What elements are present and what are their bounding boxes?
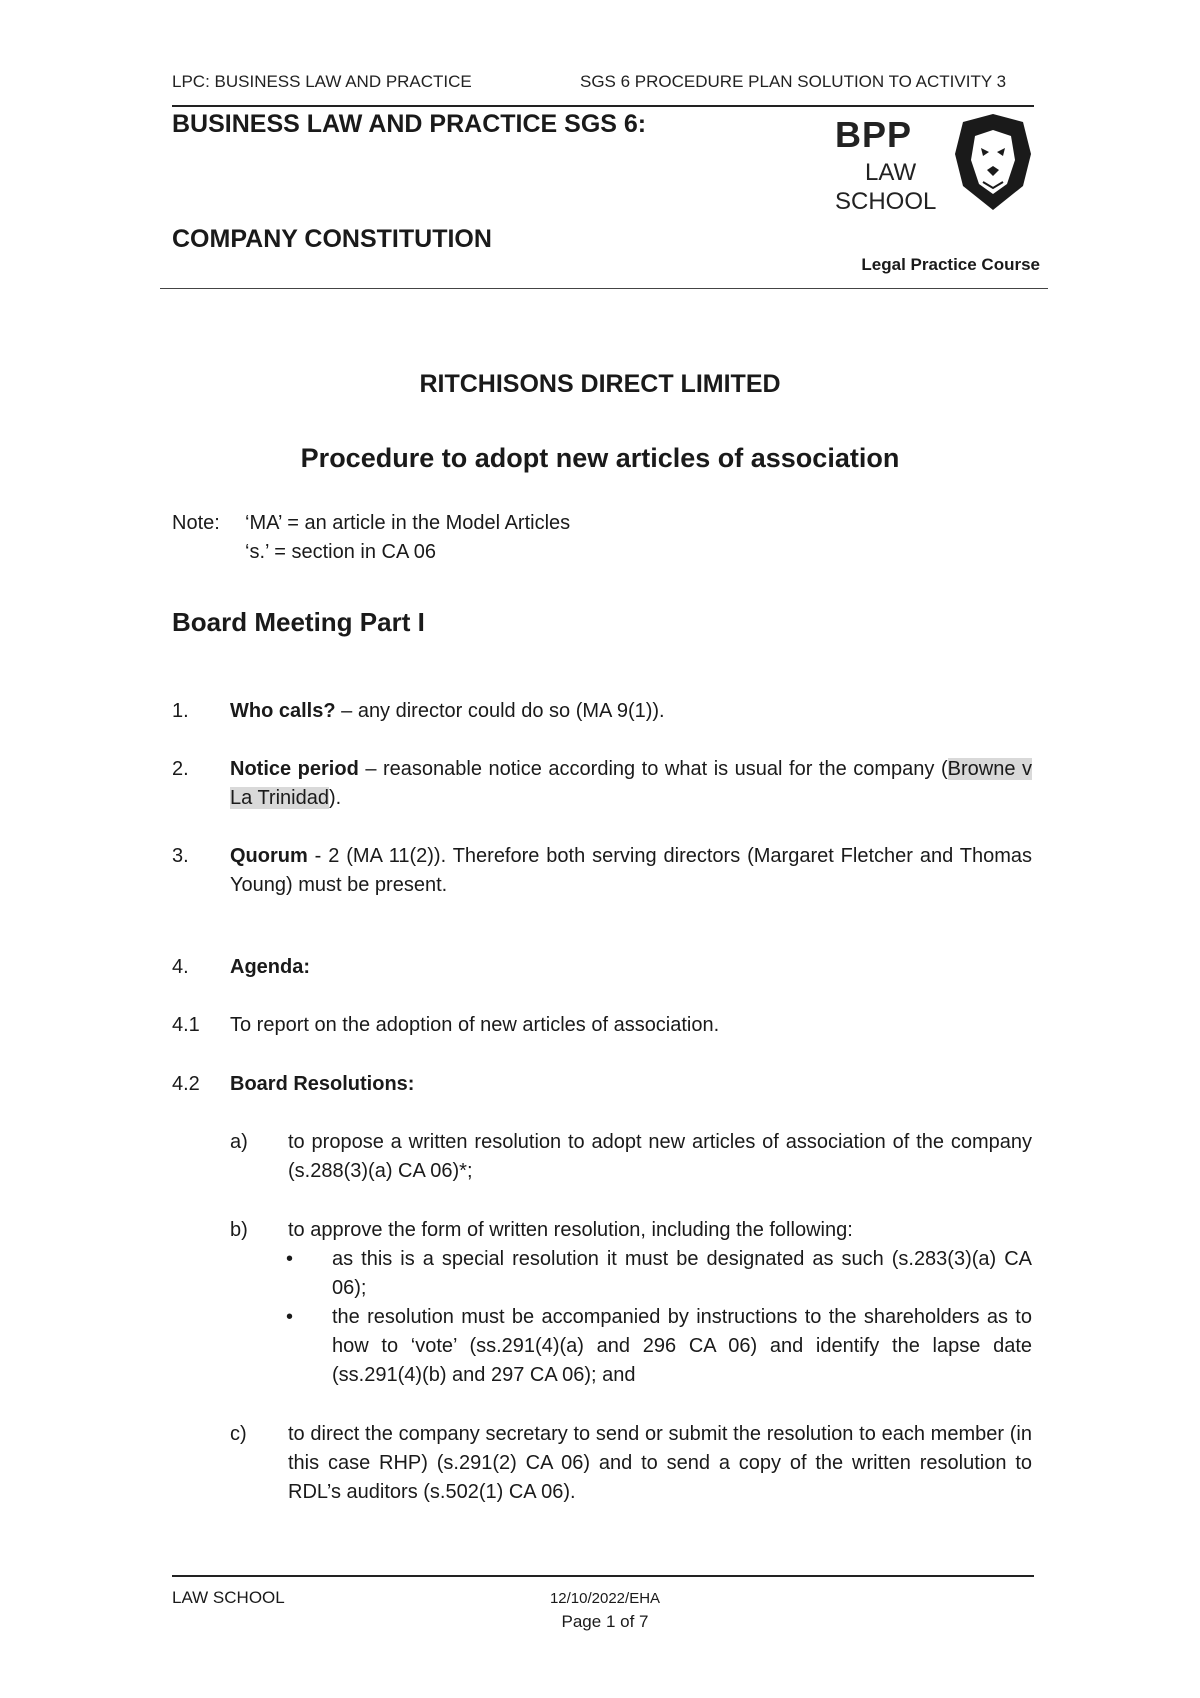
list-item (230, 755, 1032, 813)
logo-text-bpp: BPP (835, 114, 913, 155)
resolution-letter: b) (230, 1219, 248, 1241)
list-number: 4.1 (172, 1014, 200, 1036)
procedure-title: Procedure to adopt new articles of association (300, 443, 900, 473)
note-label: Note: (172, 512, 220, 534)
footer-rule (172, 1575, 1034, 1577)
item-text: - 2 (MA 11(2)). Therefore both serving directors (Margaret Fletcher and Thomas Young) must be present. (230, 845, 1032, 896)
running-header-left: LPC: BUSINESS LAW AND PRACTICE (172, 72, 472, 91)
list-item (230, 1070, 1032, 1099)
list-number: 4. (172, 956, 189, 978)
footer-left: LAW SCHOOL (172, 1588, 285, 1607)
case-citation: Browne v La Trinidad (230, 758, 1032, 809)
footer-date: 12/10/2022/EHA (549, 1590, 661, 1607)
bullet-icon: • (286, 1306, 294, 1328)
course-label: Legal Practice Course (861, 255, 1040, 274)
item-label: Notice period (230, 758, 359, 780)
item-label: Board Resolutions: (230, 1073, 415, 1095)
bullet-text: the resolution must be accompanied by instructions to the shareholders as to how to ‘vote’ (ss.291(4)(a) and 296 CA 06) and identify the lapse date (ss.291(4)(b) and 297 CA 06); and (332, 1306, 1032, 1386)
document-subtitle: COMPANY CONSTITUTION (172, 225, 492, 253)
section-heading: Board Meeting Part I (172, 607, 425, 637)
list-item (230, 842, 1032, 900)
lion-head-icon (953, 114, 1033, 212)
list-item: To report on the adoption of new articles of association. (230, 1014, 720, 1036)
note-line: ‘MA’ = an article in the Model Articles (245, 512, 571, 534)
bullet-text: as this is a special resolution it must be designated as such (s.283(3)(a) CA 06); (332, 1248, 1032, 1299)
logo-text-school: SCHOOL (835, 188, 937, 215)
list-number: 4.2 (172, 1073, 200, 1095)
logo-text-law: LAW (865, 159, 917, 186)
bpp-logo (835, 114, 1040, 214)
item-label: Quorum (230, 845, 308, 867)
list-number: 2. (172, 758, 189, 780)
header-rule (172, 105, 1034, 107)
item-text: – reasonable notice according to what is usual for the company ( (358, 758, 948, 780)
document-title: BUSINESS LAW AND PRACTICE SGS 6: (172, 110, 647, 138)
resolution-text: to propose a written resolution to adopt new articles of association of the company (s.288(3)(a) CA 06)*; (288, 1131, 1032, 1182)
list-item (230, 953, 1032, 982)
list-item (230, 697, 1032, 726)
note-line: ‘s.’ = section in CA 06 (245, 541, 437, 563)
resolution-text: to approve the form of written resolution, including the following: (288, 1219, 853, 1241)
page-number: Page 1 of 7 (561, 1612, 649, 1631)
bullet-icon: • (286, 1248, 294, 1270)
item-label: Who calls? (230, 700, 336, 722)
resolution-letter: c) (230, 1423, 247, 1445)
resolution-letter: a) (230, 1131, 248, 1153)
item-text: ). (328, 787, 342, 809)
item-text: – any director could do so (MA 9(1)). (335, 700, 665, 722)
item-label: Agenda: (230, 956, 310, 978)
company-name: RITCHISONS DIRECT LIMITED (419, 370, 781, 398)
resolution-text: to direct the company secretary to send or submit the resolution to each member (in this case RHP) (s.291(2) CA 06) and to send a copy of the written resolution to RDL’s auditors (s.502(1) CA 06). (288, 1423, 1032, 1503)
list-number: 1. (172, 700, 189, 722)
running-header-right: SGS 6 PROCEDURE PLAN SOLUTION TO ACTIVITY 3 (580, 72, 1007, 91)
list-number: 3. (172, 845, 189, 867)
section-rule (160, 288, 1048, 289)
